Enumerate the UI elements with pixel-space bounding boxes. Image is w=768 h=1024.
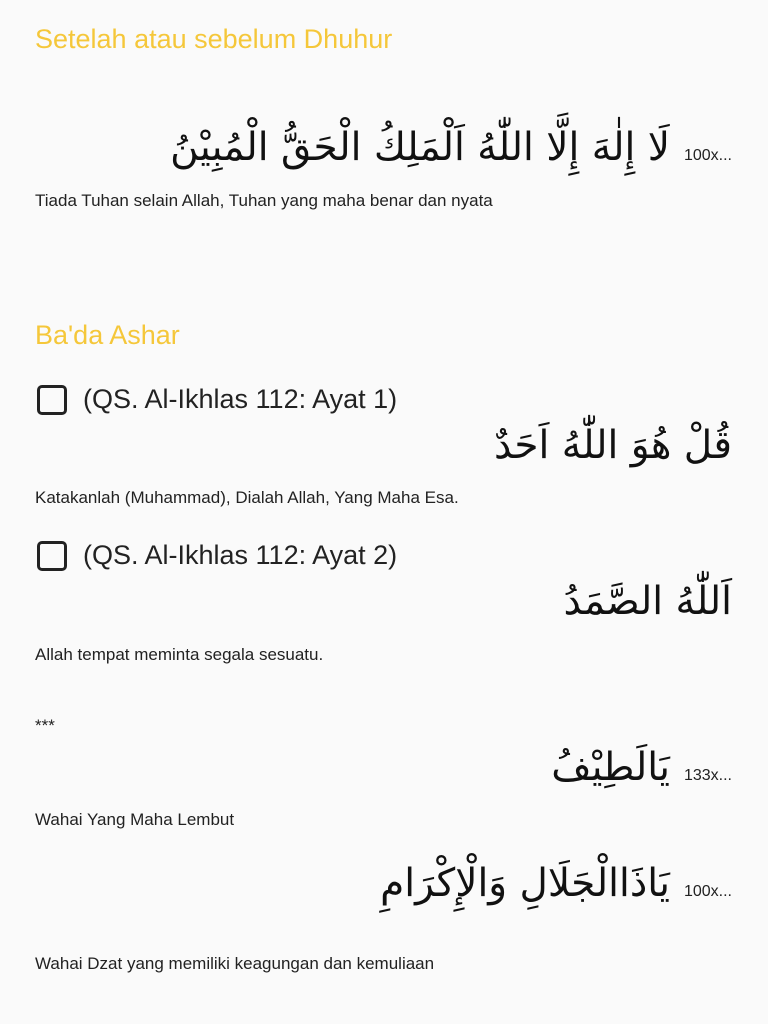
verse-row-2 <box>37 540 397 571</box>
dzikir-count: 100x... <box>683 883 732 900</box>
dzikir-row-1 <box>551 745 732 790</box>
dzikir-arabic-text: يَالَطِيْفُ <box>551 745 670 790</box>
verse-row-1 <box>37 384 397 415</box>
separator-text: *** <box>35 716 55 735</box>
verse-reference: (QS. Al-Ikhlas 112: Ayat 1) <box>83 384 398 414</box>
dzikir-dhuhur <box>170 125 732 170</box>
verse-arabic-text: قُلْ هُوَ اللّٰهُ اَحَدٌ <box>493 423 732 468</box>
verse-arabic-row-2 <box>563 579 733 624</box>
verse-checkbox-2[interactable] <box>37 541 67 571</box>
verse-arabic-row-1 <box>493 423 732 468</box>
verse-translation: Katakanlah (Muhammad), Dialah Allah, Yang Maha Esa. <box>35 488 459 507</box>
dzikir-row-2 <box>380 861 732 906</box>
dzikir-count: 100x... <box>683 147 732 164</box>
verse-reference: (QS. Al-Ikhlas 112: Ayat 2) <box>83 540 398 570</box>
section-heading-ashar: Ba'da Ashar <box>35 320 180 350</box>
verse-checkbox-1[interactable] <box>37 385 67 415</box>
dzikir-arabic-text: يَاذَاالْجَلَالِ وَالْإِكْرَامِ <box>380 861 670 906</box>
dzikir-translation: Wahai Dzat yang memiliki keagungan dan kemuliaan <box>35 954 435 973</box>
dzikir-count: 133x... <box>683 767 732 784</box>
verse-translation: Allah tempat meminta segala sesuatu. <box>35 645 324 664</box>
dzikir-arabic-text: لَا إِلٰهَ إِلَّا اللّٰهُ اَلْمَلِكُ الْحَقُّ الْمُبِيْنُ <box>170 125 670 170</box>
dzikir-translation: Wahai Yang Maha Lembut <box>35 810 235 829</box>
verse-arabic-text: اَللّٰهُ الصَّمَدُ <box>563 579 732 624</box>
dzikir-translation: Tiada Tuhan selain Allah, Tuhan yang maha benar dan nyata <box>35 191 493 210</box>
section-heading-dhuhur: Setelah atau sebelum Dhuhur <box>35 24 393 54</box>
